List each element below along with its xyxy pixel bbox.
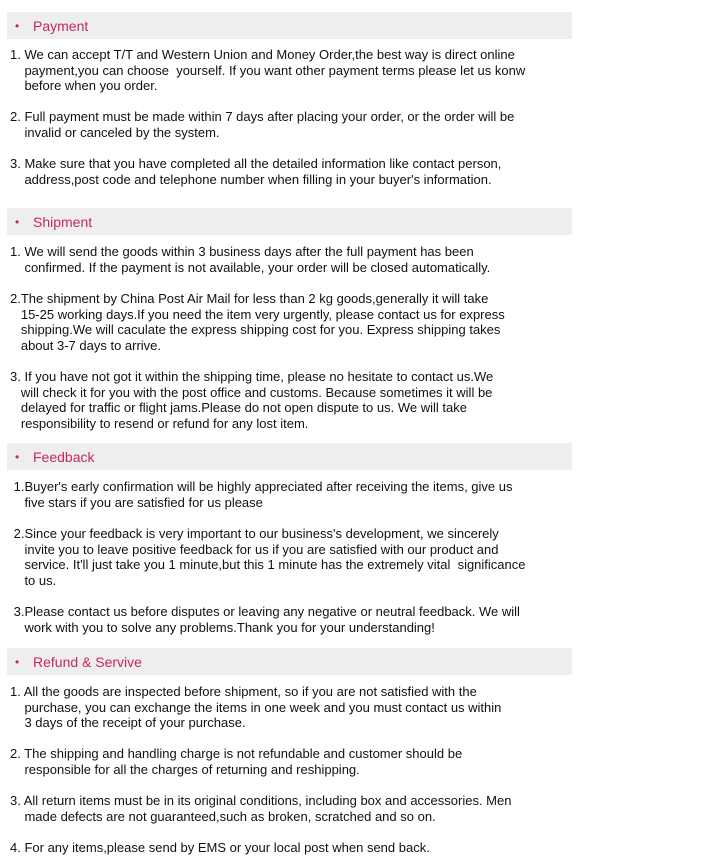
item-line: to us. (10, 572, 57, 588)
section-title: Refund & Servive (33, 653, 142, 670)
list-item (10, 604, 575, 635)
list-item (10, 526, 575, 588)
list-item (10, 684, 575, 731)
section-header-feedback (7, 443, 572, 470)
item-line: 2.The shipment by China Post Air Mail for less than 2 kg goods,generally it will take (10, 291, 489, 306)
item-line: 4. For any items,please send by EMS or your local post when send back. (10, 840, 430, 855)
item-line: 2.Since your feedback is very important to our business's development, we sincerely (10, 526, 499, 541)
item-line: responsible for all the charges of returning and reshipping. (10, 761, 360, 777)
item-line: 1.Buyer's early confirmation will be highly appreciated after receiving the items, give us (10, 479, 513, 494)
item-line: invalid or canceled by the system. (10, 124, 220, 140)
list-item (10, 479, 575, 510)
list-item (10, 244, 575, 275)
item-line: 15-25 working days.If you need the item very urgently, please contact us for express (10, 306, 505, 322)
item-line: 2. Full payment must be made within 7 days after placing your order, or the order will be (10, 109, 515, 124)
list-item (10, 746, 575, 777)
list-item (10, 156, 575, 187)
section-header-refund (7, 648, 572, 675)
section-title: Feedback (33, 448, 95, 465)
item-line: 3. If you have not got it within the shipping time, please no hesitate to contact us.We (10, 369, 494, 384)
item-line: about 3-7 days to arrive. (10, 337, 162, 353)
list-item (10, 840, 575, 856)
item-line: 1. We can accept T/T and Western Union and Money Order,the best way is direct online (10, 47, 515, 62)
list-item (10, 109, 575, 140)
item-line: 1. We will send the goods within 3 business days after the full payment has been (10, 244, 474, 259)
item-line: 2. The shipping and handling charge is not refundable and customer should be (10, 746, 463, 761)
list-item (10, 369, 575, 431)
item-line: made defects are not guaranteed,such as broken, scratched and so on. (10, 808, 436, 824)
item-line: 3. All return items must be in its original conditions, including box and accessories. Men (10, 793, 512, 808)
list-item (10, 793, 575, 824)
item-line: shipping.We will caculate the express shipping cost for you. Express shipping takes (10, 322, 501, 338)
item-line: service. It'll just take you 1 minute,but this 1 minute has the extremely vital significance (10, 557, 526, 573)
item-line: responsibility to resend or refund for any lost item. (10, 415, 309, 431)
item-line: five stars if you are satisfied for us please (10, 494, 263, 510)
item-line: delayed for traffic or flight jams.Please do not open dispute to us. We will take (10, 400, 467, 416)
list-item (10, 47, 575, 94)
bullet-icon: • (15, 18, 20, 33)
item-line: confirmed. If the payment is not available, your order will be closed automatically. (10, 259, 491, 275)
item-line: before when you order. (10, 78, 158, 94)
bullet-icon: • (15, 654, 20, 669)
item-line: will check it for you with the post office and customs. Because sometimes it will be (10, 384, 493, 400)
section-title: Payment (33, 17, 89, 34)
bullet-icon: • (15, 214, 20, 229)
section-title: Shipment (33, 213, 93, 230)
list-item (10, 291, 575, 353)
bullet-icon: • (15, 449, 20, 464)
item-line: 3 days of the receipt of your purchase. (10, 715, 246, 731)
item-line: invite you to leave positive feedback for us if you are satisfied with our product and (10, 541, 499, 557)
item-line: payment,you can choose yourself. If you want other payment terms please let us konw (10, 62, 526, 78)
item-line: purchase, you can exchange the items in one week and you must contact us within (10, 699, 502, 715)
item-line: 3.Please contact us before disputes or leaving any negative or neutral feedback. We will (10, 604, 520, 619)
item-line: work with you to solve any problems.Thank you for your understanding! (10, 619, 435, 635)
item-line: 1. All the goods are inspected before shipment, so if you are not satisfied with the (10, 684, 477, 699)
item-line: 3. Make sure that you have completed all the detailed information like contact person, (10, 156, 502, 171)
section-header-shipment (7, 208, 572, 235)
section-header-payment (7, 12, 572, 39)
item-line: address,post code and telephone number when filling in your buyer's information. (10, 171, 492, 187)
